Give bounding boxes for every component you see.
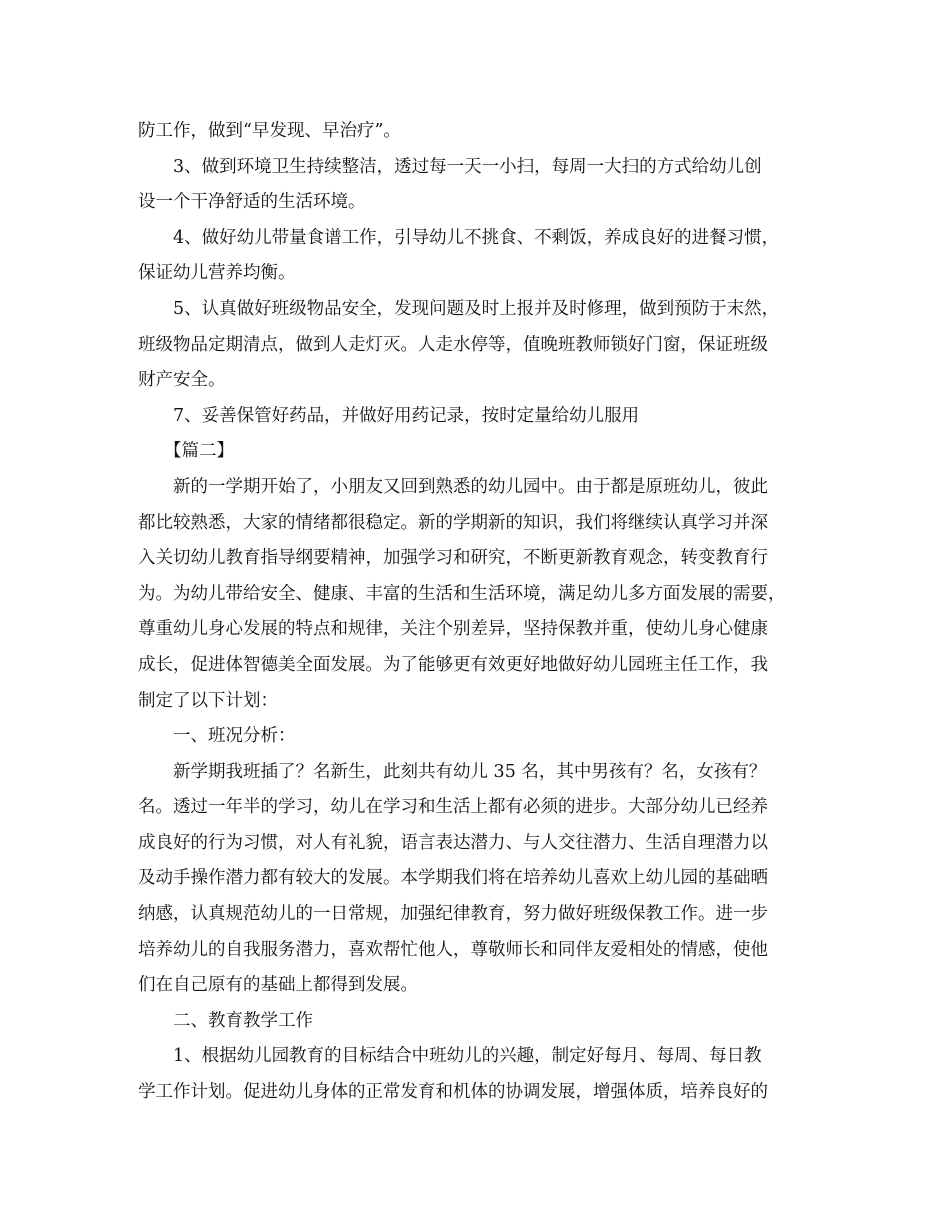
text-line: 成长，促进体智德美全面发展。为了能够更有效更好地做好幼儿园班主任工作，我: [138, 654, 768, 675]
text-line: 防工作，做到“早发现、早治疗”。: [138, 121, 401, 141]
text-line: 设一个干净舒适的生活环境。: [138, 192, 366, 213]
text-line: 及动手操作潜力都有较大的发展。本学期我们将在培养幼儿喜欢上幼儿园的基础晒: [138, 868, 768, 889]
text-line: 培养幼儿的自我服务潜力，喜欢帮忙他人，尊敬师长和同伴友爱相处的情感，使他: [138, 939, 768, 960]
text-line: 7、妥善保管好药品，并做好用药记录，按时定量给幼儿服用: [173, 405, 640, 426]
section-heading: 【篇二】: [164, 441, 234, 462]
text-line: 5、认真做好班级物品安全，发现问题及时上报并及时修理，做到预防于末然，: [173, 298, 780, 319]
text-line: 二、教育教学工作: [173, 1010, 313, 1031]
text-line: 纳感，认真规范幼儿的一日常规，加强纪律教育，努力做好班级保教工作。进一步: [138, 904, 768, 925]
text-line: 成良好的行为习惯，对人有礼貌，语言表达潜力、与人交往潜力、生活自理潜力以: [138, 832, 768, 853]
text-line: 们在自己原有的基础上都得到发展。: [138, 975, 418, 996]
text-line: 一、班况分析：: [173, 726, 296, 747]
text-line: 尊重幼儿身心发展的特点和规律，关注个别差异，坚持保教并重，使幼儿身心健康: [138, 619, 768, 640]
text-line: 都比较熟悉，大家的情绪都很稳定。新的学期新的知识，我们将继续认真学习并深: [138, 512, 768, 533]
text-line: 3、做到环境卫生持续整洁，透过每一天一小扫，每周一大扫的方式给幼儿创: [173, 156, 762, 177]
text-line: 财产安全。: [138, 370, 226, 391]
text-line: 4、做好幼儿带量食谱工作，引导幼儿不挑食、不剩饭，养成良好的进餐习惯，: [173, 227, 780, 248]
text-line: 1、根据幼儿园教育的目标结合中班幼儿的兴趣，制定好每月、每周、每日教: [173, 1046, 762, 1067]
text-line: 班级物品定期清点，做到人走灯灭。人走水停等，值晚班教师锁好门窗，保证班级: [138, 334, 768, 355]
text-line: 名。透过一年半的学习，幼儿在学习和生活上都有必须的进步。大部分幼儿已经养: [138, 797, 768, 818]
text-line: 入关切幼儿教育指导纲要精神，加强学习和研究，不断更新教育观念，转变教育行: [138, 548, 768, 569]
document-body: [138, 114, 838, 1111]
text-line: 为。为幼儿带给安全、健康、丰富的生活和生活环境，满足幼儿多方面发展的需要，: [138, 583, 786, 604]
text-line: 保证幼儿营养均衡。: [138, 263, 296, 284]
text-line: 学工作计划。促进幼儿身体的正常发育和机体的协调发展，增强体质，培养良好的: [138, 1082, 768, 1103]
text-line: 新的一学期开始了，小朋友又回到熟悉的幼儿园中。由于都是原班幼儿，彼此: [173, 476, 768, 497]
text-line: 新学期我班插了？名新生，此刻共有幼儿 35 名，其中男孩有？名，女孩有？: [173, 761, 767, 782]
text-line: 制定了以下计划：: [138, 690, 278, 711]
